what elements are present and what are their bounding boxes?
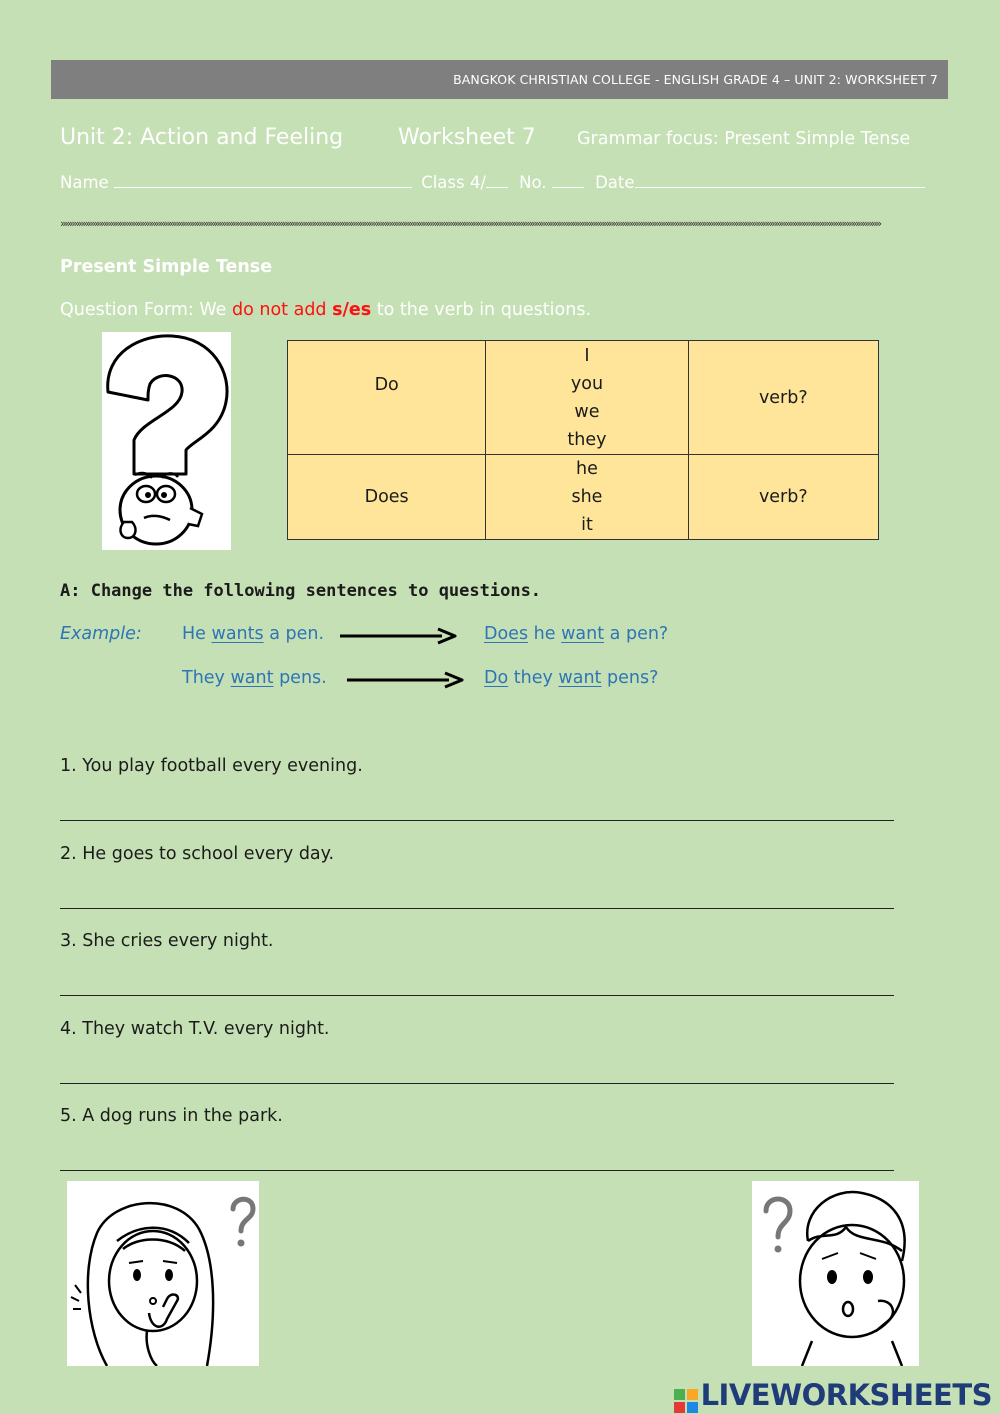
grammar-table [287, 340, 879, 540]
thinking-boy-illustration [752, 1181, 919, 1366]
subject-item: he [576, 459, 598, 479]
rule-red-bold-text: s/es [332, 300, 372, 320]
table-cell-subjects [486, 455, 688, 540]
answer-line-5[interactable] [60, 1170, 894, 1171]
rule-prefix: Question Form: We [60, 300, 227, 320]
thinking-girl-illustration [67, 1181, 259, 1366]
question-1: 1. You play football every evening. [60, 756, 363, 776]
answer-line-1[interactable] [60, 820, 894, 821]
info-row [60, 173, 925, 192]
table-row [288, 341, 879, 455]
name-label: Name [60, 173, 109, 192]
chevron-divider: »»»»»»»»»»»»»»»»»»»»»»»»»»»»»»»»»»»»»»»»»»»»»»»»»»»»»»»»»»»»»»»»»»»»»»»»»»»»»»»»»»»»»»»»»»»»»»»»»»»»»»»»»»»»»»»»»»»»»»»»»»»»»»»»»»»»»»»»»»»»»»»»»»»»»»»»»»»»»»»»»»»»»»»»»»»»»»»»»»»»» [60, 218, 880, 230]
class-label: Class 4/ [421, 173, 486, 192]
rule-suffix: to the verb in questions. [376, 300, 592, 320]
no-label: No. [519, 173, 547, 192]
question-4: 4. They watch T.V. every night. [60, 1019, 330, 1039]
table-row [288, 455, 879, 540]
grammar-focus-title: Grammar focus: Present Simple Tense [577, 129, 911, 149]
date-blank[interactable] [635, 173, 925, 188]
question-5: 5. A dog runs in the park. [60, 1106, 283, 1126]
subject-item: you [570, 373, 604, 394]
subject-item: we [574, 401, 600, 422]
name-blank[interactable] [114, 173, 412, 188]
liveworksheets-logo-icon [673, 1388, 699, 1414]
subject-item: it [581, 515, 593, 535]
subject-item: they [567, 429, 607, 450]
question-3: 3. She cries every night. [60, 931, 274, 951]
date-label: Date [595, 173, 635, 192]
table-cell-verb: verb? [688, 455, 878, 540]
class-blank[interactable] [486, 173, 508, 188]
example-sentence-1: He wants a pen. [182, 624, 325, 644]
answer-line-3[interactable] [60, 995, 894, 996]
example-answer-1: Does he want a pen? [484, 624, 669, 644]
no-blank[interactable] [552, 173, 584, 188]
arrow-right-icon [345, 670, 465, 690]
question-mark-illustration [102, 332, 231, 550]
section-heading: Present Simple Tense [60, 257, 273, 277]
liveworksheets-logo [673, 1378, 992, 1414]
subject-item: she [571, 487, 603, 507]
answer-line-2[interactable] [60, 908, 894, 909]
example-answer-2: Do they want pens? [484, 668, 659, 688]
header-banner-text: BANGKOK CHRISTIAN COLLEGE - ENGLISH GRADE 4 – UNIT 2: WORKSHEET 7 [453, 72, 938, 87]
question-2: 2. He goes to school every day. [60, 844, 335, 864]
table-cell-aux: Do [288, 341, 486, 455]
header-banner [51, 60, 948, 99]
arrow-right-icon [338, 626, 458, 646]
worksheet-title: Worksheet 7 [398, 125, 536, 150]
table-cell-verb: verb? [688, 341, 878, 455]
question-form-rule [60, 300, 591, 320]
subject-item: I [584, 345, 590, 366]
liveworksheets-logo-text: LIVEWORKSHEETS [700, 1378, 992, 1412]
example-label: Example: [60, 624, 142, 644]
thinking-boy-icon [752, 1181, 919, 1366]
table-cell-subjects [486, 341, 688, 455]
table-cell-aux: Does [288, 455, 486, 540]
rule-red-text: do not add [232, 300, 327, 320]
exercise-instruction: A: Change the following sentences to questions. [60, 581, 542, 601]
thinking-girl-icon [67, 1181, 259, 1366]
thinking-question-mark-icon [102, 332, 231, 550]
unit-title: Unit 2: Action and Feeling [60, 125, 344, 150]
answer-line-4[interactable] [60, 1083, 894, 1084]
example-sentence-2: They want pens. [182, 668, 327, 688]
